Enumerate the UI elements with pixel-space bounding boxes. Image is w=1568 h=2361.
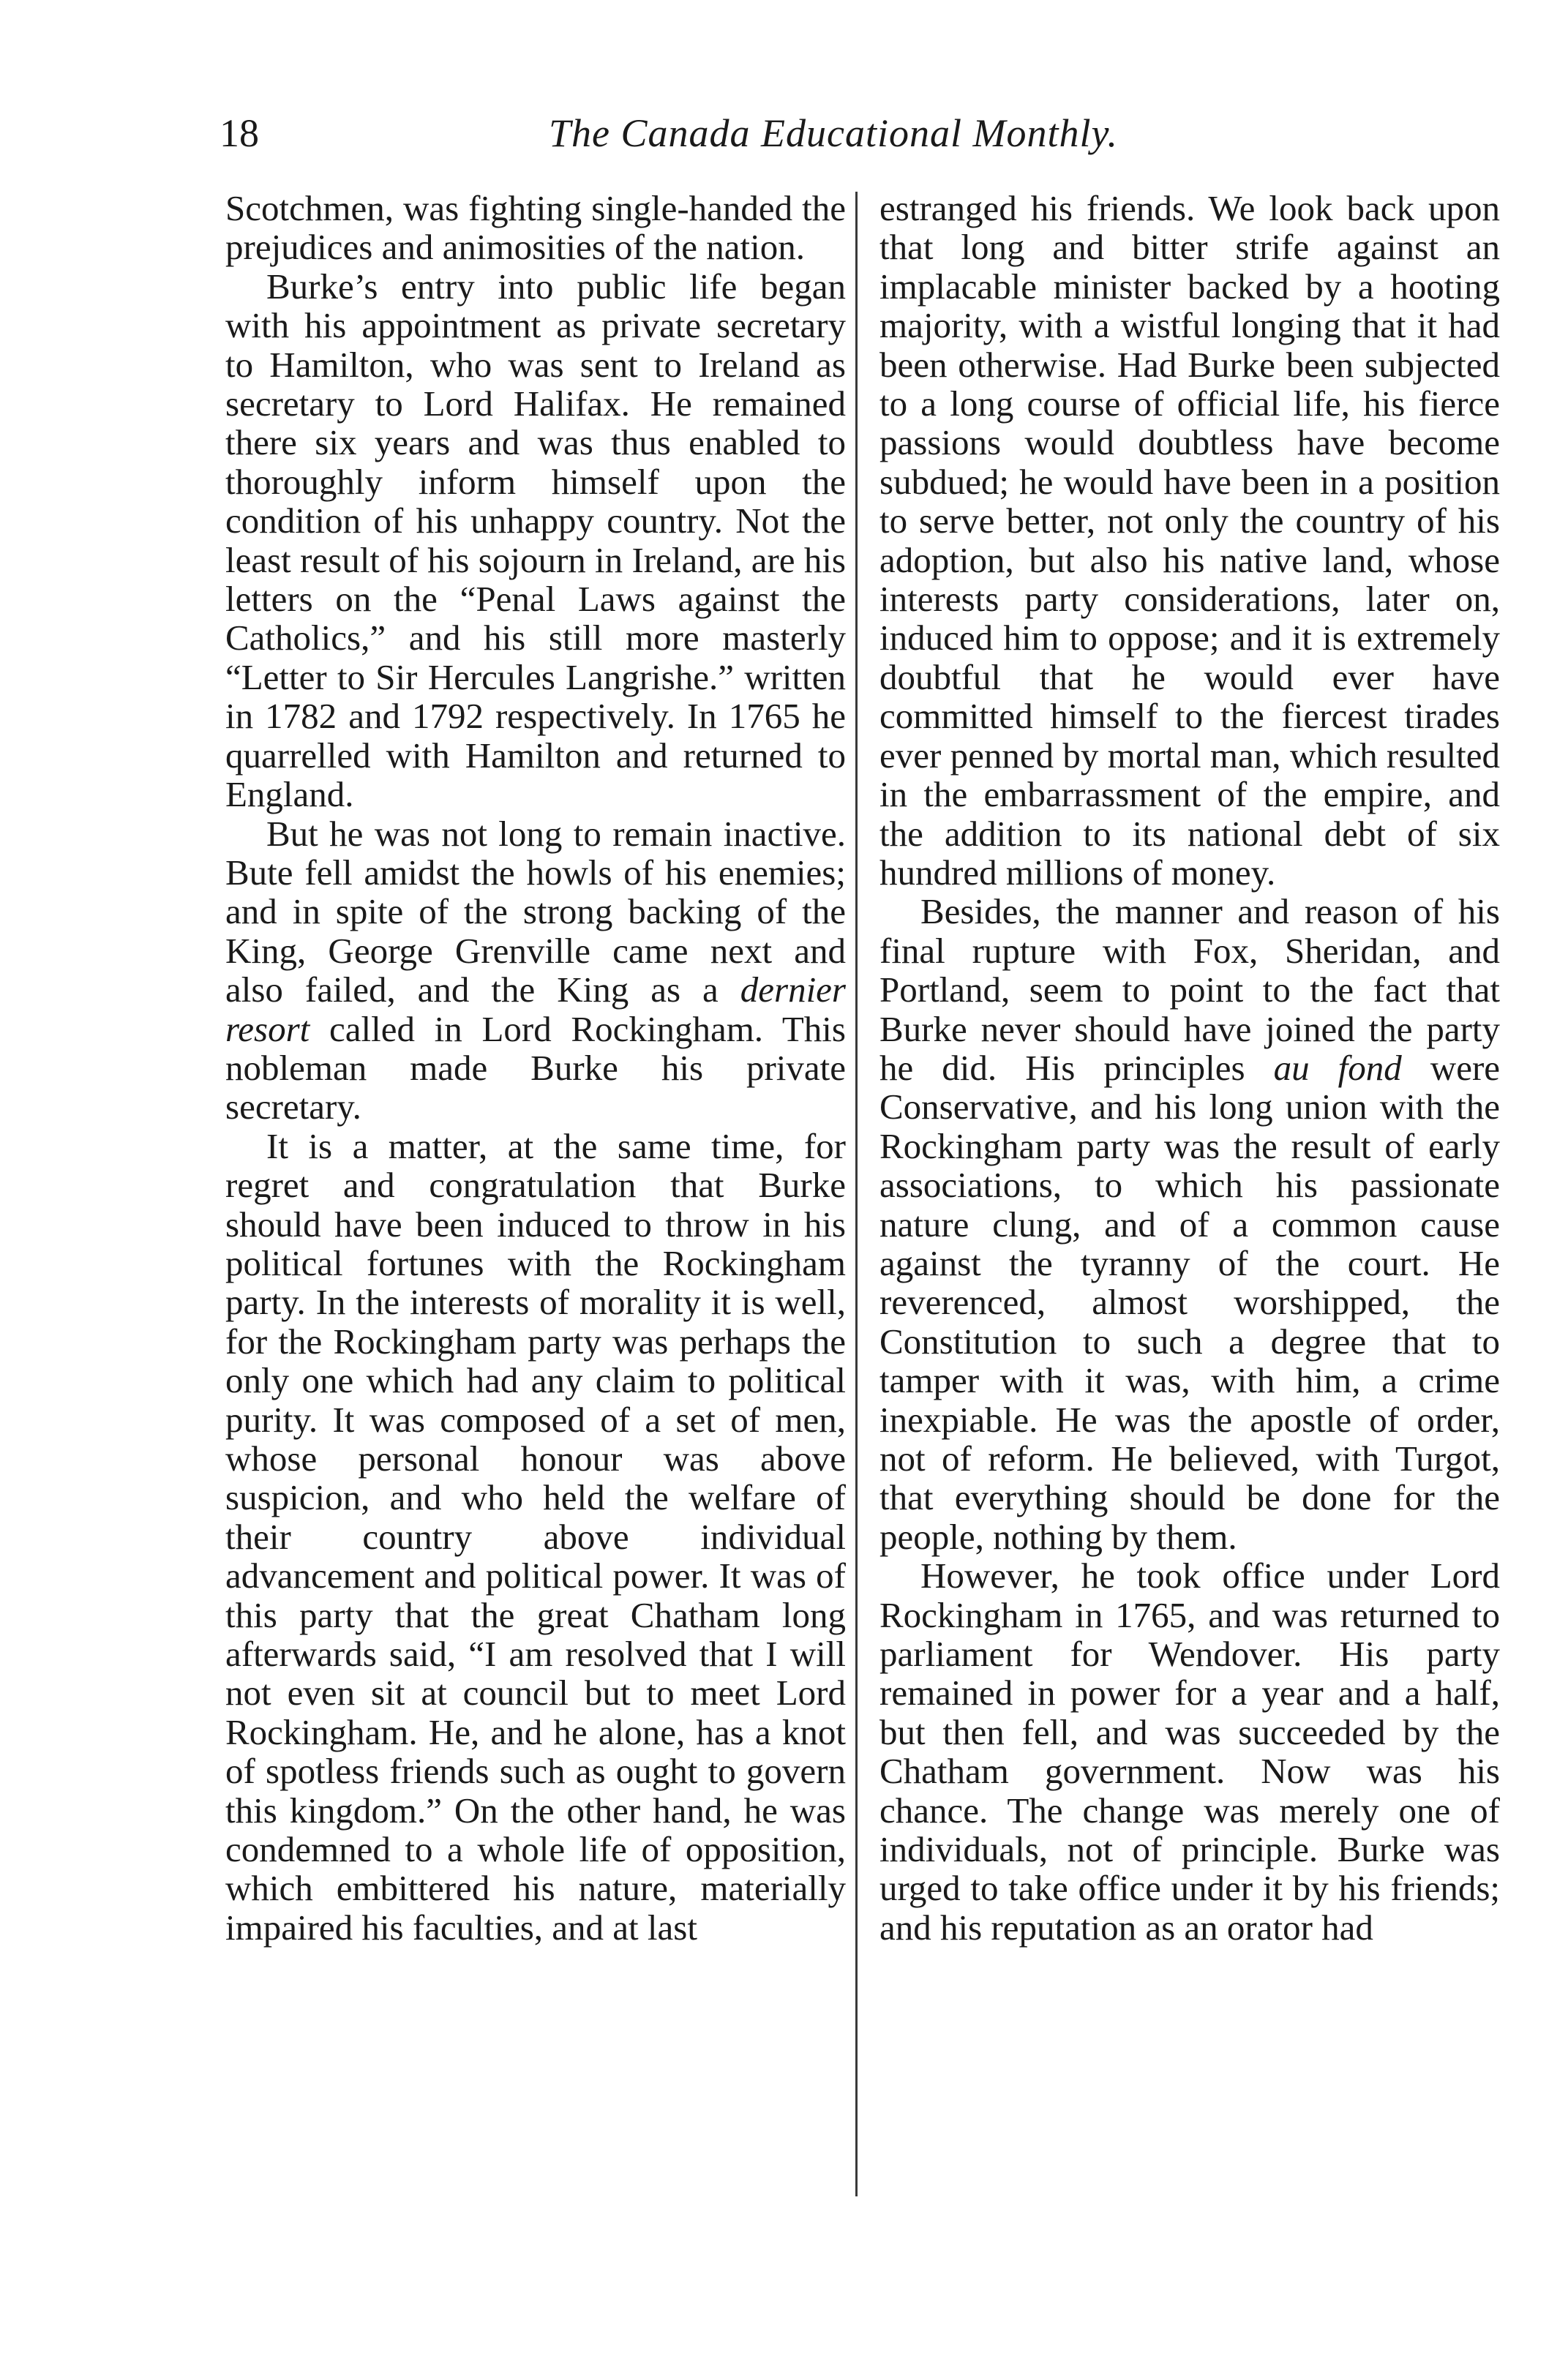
right-column bbox=[879, 189, 1500, 1947]
column-rule bbox=[855, 192, 858, 2196]
right-paragraph-2 bbox=[879, 892, 1500, 1556]
right-paragraph-3-text: However, he took office under Lord Rockingham in 1765, and was returned to parliament for Wendover. His party remained in power for a year and a half, but then fell, and was succeeded by the Chatham government. Now was his chance. The change was merely one of individuals, not of principle. Burke was urged to take office under it by his friends; and his reputation as an orator had bbox=[879, 1555, 1500, 1948]
left-paragraph-3 bbox=[225, 814, 846, 1127]
left-paragraph-3-text-b: called in Lord Rockingham. This nobleman made Burke his private secretary. bbox=[225, 1008, 846, 1127]
left-paragraph-3-italic: dernier resort bbox=[225, 969, 846, 1049]
left-paragraph-4-text: It is a matter, at the same time, for regret and congratulation that Burke should have been induced to throw in his political fortunes with the Rockingham party. In the interests of morality it is well, for the Rockingham party was perhaps the only one which had any claim to political purity. It was composed of a set of men, whose personal honour was above suspicion, and who held the welfare of their country above individual advancement and political power. It was of this party that the great Chatham long afterwards said, “I am resolved that I will not even sit at council but to meet Lord Rockingham. He, and he alone, has a knot of spotless friends such as ought to govern this kingdom.” On the other hand, he was condemned to a whole life of opposition, which embittered his nature, materially impaired his faculties, and at last bbox=[225, 1125, 846, 1948]
right-paragraph-2-text-b: were Conservative, and his long union with the Rockingham party was the result of early associations, to which his passionate nature clung, and of a common cause against the tyranny of the court. He reverenced, almost worshipped, the Constitution to such a degree that to tamper with it was, with him, a crime inexpiable. He was the apostle of order, not of reform. He believed, with Turgot, that everything should be done for the people, nothing by them. bbox=[879, 1047, 1501, 1557]
left-paragraph-3-text-a: But he was not long to remain inactive. Bute fell amidst the howls of his enemies; and in spite of the strong backing of the King, George Grenville came next and also failed, and the King as a bbox=[225, 813, 846, 1010]
left-column bbox=[225, 189, 846, 1947]
right-paragraph-1 bbox=[879, 189, 1500, 892]
left-paragraph-1-text: Scotchmen, was fighting single-handed the prejudices and animosities of the nation. bbox=[225, 188, 846, 268]
running-head: The Canada Educational Monthly. bbox=[549, 111, 1118, 155]
left-paragraph-2 bbox=[225, 267, 846, 814]
left-paragraph-2-text: Burke’s entry into public life began with his appointment as private secretary to Hamilton, who was sent to Ireland as secretary to Lord Halifax. He remained there six years and was thus enabled to thoroughly inform himself upon the condition of his unhappy country. Not the least result of his sojourn in Ireland, are his letters on the “Penal Laws against the Catholics,” and his still more masterly “Letter to Sir Hercules Langrishe.” written in 1782 and 1792 respectively. In 1765 he quarrelled with Hamilton and returned to England. bbox=[225, 266, 846, 815]
left-paragraph-4 bbox=[225, 1127, 846, 1948]
right-paragraph-1-text: estranged his friends. We look back upon that long and bitter strife against an implacable minister backed by a hooting majority, with a wistful longing that it had been otherwise. Had Burke been subjected to a long course of official life, his fierce passions would doubtless have become subdued; he would have been in a position to serve better, not only the country of his adoption, but also his native land, whose interests party considerations, later on, induced him to oppose; and it is extremely doubtful that he would ever have committed himself to the fiercest tirades ever penned by mortal man, which resulted in the embarrassment of the empire, and the addition to its national debt of six hundred millions of money. bbox=[879, 188, 1500, 893]
right-paragraph-2-text-a: Besides, the manner and reason of his final rupture with Fox, Sheridan, and Portland, seem to point to the fact that Burke never should have joined the party he did. His principles bbox=[879, 891, 1500, 1088]
right-paragraph-3 bbox=[879, 1556, 1500, 1947]
page-number: 18 bbox=[220, 111, 259, 155]
right-paragraph-2-italic: au fond bbox=[1273, 1047, 1402, 1088]
left-paragraph-1 bbox=[225, 189, 846, 267]
